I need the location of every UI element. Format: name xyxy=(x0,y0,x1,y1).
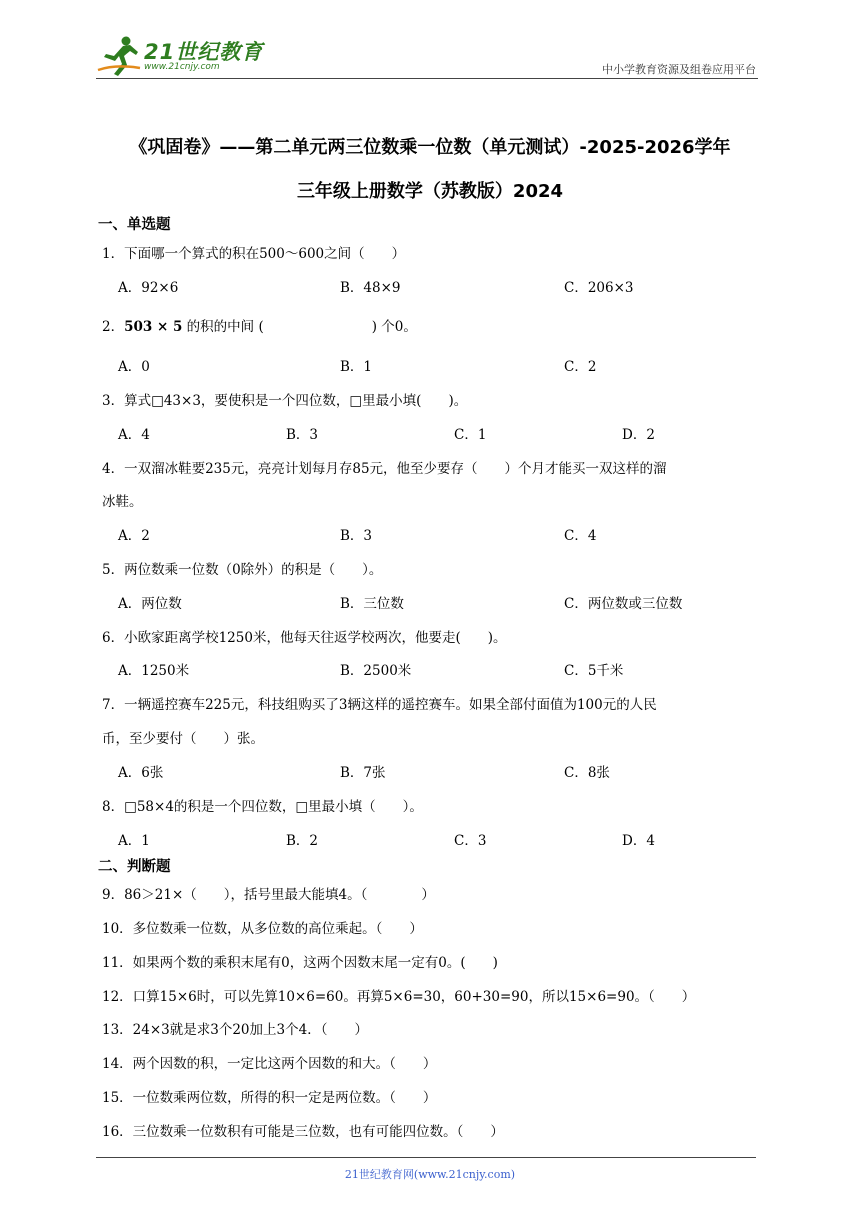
document-title-line2: 三年级上册数学（苏教版）2024 xyxy=(296,181,564,202)
question-8: 8．□58×4的积是一个四位数，□里最小填（ ）。 xyxy=(102,799,423,815)
q2-expression: 503 × 5 xyxy=(124,319,183,335)
q8-option-b: B．2 xyxy=(286,833,319,849)
q5-option-c: C．两位数或三位数 xyxy=(564,596,683,612)
q6-option-b: B．2500米 xyxy=(340,663,412,679)
q7-option-b: B．7张 xyxy=(340,765,386,781)
q2-option-a: A．0 xyxy=(118,359,150,375)
q1-option-a: A．92×6 xyxy=(118,280,179,296)
header-divider xyxy=(96,78,758,79)
q3-option-c: C．1 xyxy=(454,427,487,443)
question-3: 3．算式□43×3，要使积是一个四位数，□里最小填( )。 xyxy=(102,393,468,409)
q5-option-b: B．三位数 xyxy=(340,596,404,612)
q6-option-c: C．5千米 xyxy=(564,663,624,679)
q4-option-a: A．2 xyxy=(118,528,150,544)
q8-option-c: C．3 xyxy=(454,833,487,849)
page-header xyxy=(96,34,758,82)
runner-logo-icon xyxy=(96,34,142,78)
logo-text: 21世纪教育 xyxy=(144,40,264,64)
question-11: 11．如果两个数的乘积末尾有0，这两个因数末尾一定有0。( ) xyxy=(102,955,498,971)
q3-option-a: A．4 xyxy=(118,427,150,443)
question-12: 12．口算15×6时，可以先算10×6=60。再算5×6=30，60+30=90，所以15×6=90。（ ） xyxy=(102,989,696,1005)
site-logo xyxy=(96,34,266,78)
question-1: 1．下面哪一个算式的积在500～600之间（ ） xyxy=(102,246,406,262)
document-title-line1: 《巩固卷》——第二单元两三位数乘一位数（单元测试）-2025-2026学年 xyxy=(129,137,731,158)
footer-link[interactable]: 21世纪教育网(www.21cnjy.com) xyxy=(344,1168,516,1181)
question-5: 5．两位数乘一位数（0除外）的积是（ ）。 xyxy=(102,562,383,578)
question-9: 9．86＞21×（ ），括号里最大能填4。（ ） xyxy=(102,887,435,903)
question-4-line2: 冰鞋。 xyxy=(102,494,143,510)
q6-option-a: A．1250米 xyxy=(118,663,190,679)
q3-option-b: B．3 xyxy=(286,427,319,443)
header-platform-text: 中小学教育资源及组卷应用平台 xyxy=(602,63,756,76)
question-13: 13．24×3就是求3个20加上3个4．（ ） xyxy=(102,1022,368,1038)
footer-divider xyxy=(96,1157,756,1158)
question-10: 10．多位数乘一位数，从多位数的高位乘起。（ ） xyxy=(102,921,423,937)
question-14: 14．两个因数的积，一定比这两个因数的和大。（ ） xyxy=(102,1056,437,1072)
q2-number: 2． xyxy=(102,319,125,335)
question-4-line1: 4．一双溜冰鞋要235元，亮亮计划每月存85元，他至少要存（ ）个月才能买一双这样的溜 xyxy=(102,461,667,477)
q4-option-b: B．3 xyxy=(340,528,373,544)
q2-text: 的积的中间 ( ) 个0。 xyxy=(182,319,417,335)
q1-option-b: B．48×9 xyxy=(340,280,401,296)
question-6: 6．小欧家距离学校1250米，他每天往返学校两次，他要走( )。 xyxy=(102,630,507,646)
logo-url: www.21cnjy.com xyxy=(144,62,220,72)
question-16: 16．三位数乘一位数积有可能是三位数，也有可能四位数。（ ） xyxy=(102,1124,504,1140)
q7-option-c: C．8张 xyxy=(564,765,610,781)
q7-option-a: A．6张 xyxy=(118,765,164,781)
question-7-line1: 7．一辆遥控赛车225元，科技组购买了3辆这样的遥控赛车。如果全部付面值为100元的人民 xyxy=(102,697,657,713)
q2-option-c: C．2 xyxy=(564,359,597,375)
section-heading-single-choice: 一、单选题 xyxy=(98,217,171,233)
question-15: 15．一位数乘两位数，所得的积一定是两位数。（ ） xyxy=(102,1090,437,1106)
q3-option-d: D．2 xyxy=(622,427,655,443)
q4-option-c: C．4 xyxy=(564,528,597,544)
q1-option-c: C．206×3 xyxy=(564,280,634,296)
q8-option-a: A．1 xyxy=(118,833,150,849)
q8-option-d: D．4 xyxy=(622,833,655,849)
question-7-line2: 币，至少要付（ ）张。 xyxy=(102,731,264,747)
q5-option-a: A．两位数 xyxy=(118,596,182,612)
section-heading-true-false: 二、判断题 xyxy=(98,859,171,875)
q2-option-b: B．1 xyxy=(340,359,373,375)
question-2 xyxy=(102,315,417,335)
